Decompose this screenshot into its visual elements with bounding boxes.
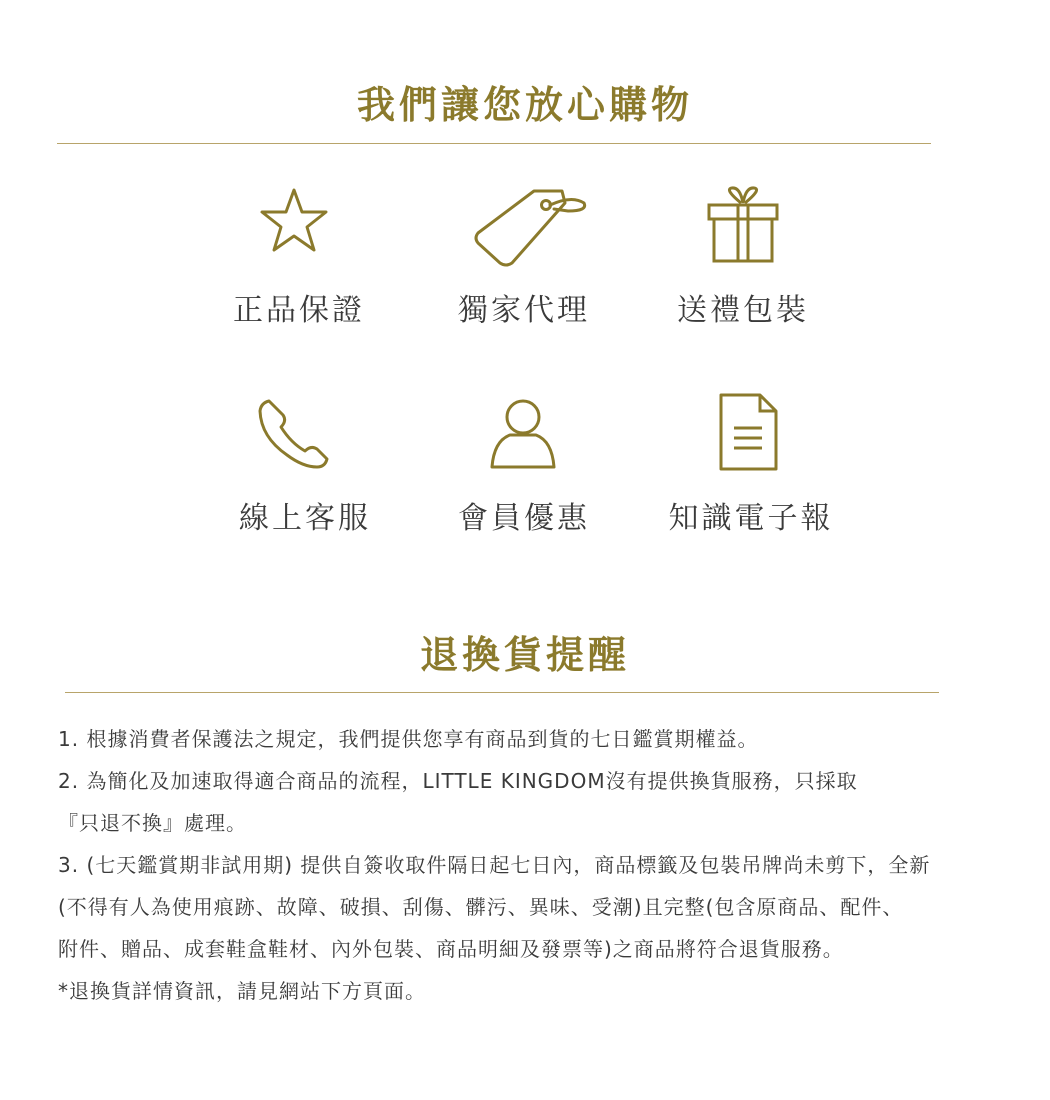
section-title-returns: 退換貨提醒 [419,633,630,677]
feature-newsletter [651,392,851,536]
star-icon [259,187,329,257]
feature-label: 送禮包裝 [677,293,809,328]
tag-icon [472,185,592,273]
policy-line: 3. (七天鑑賞期非試用期) 提供自簽收取件隔日起七日內，商品標籤及包裝吊牌尚未剪下，全新 [58,853,931,877]
feature-label: 線上客服 [239,501,371,536]
policy-line: 1. 根據消費者保護法之規定，我們提供您享有商品到貨的七日鑑賞期權益。 [58,727,759,751]
divider [57,143,931,144]
policy-line: 2. 為簡化及加速取得適合商品的流程，LITTLE KINGDOM沒有提供換貨服務，只採取 [58,769,858,793]
person-icon [488,397,558,475]
feature-label: 獨家代理 [458,293,590,328]
gift-icon [706,185,780,269]
phone-icon [255,397,335,475]
feature-label: 正品保證 [233,293,365,328]
divider [65,692,939,693]
policy-line: 『只退不換』處理。 [58,811,247,835]
policy-line: 附件、贈品、成套鞋盒鞋材、內外包裝、商品明細及發票等)之商品將符合退貨服務。 [58,937,844,961]
feature-customer-service [205,395,405,535]
feature-label: 知識電子報 [668,501,834,536]
feature-label: 會員優惠 [458,501,590,536]
feature-member-discount [424,395,624,535]
section-title-shopping: 我們讓您放心購物 [356,83,693,127]
policy-line: *退換貨詳情資訊，請見網站下方頁面。 [58,979,426,1003]
document-icon [718,392,780,476]
feature-genuine [199,185,399,328]
feature-gift-wrap [643,185,843,328]
policy-line: (不得有人為使用痕跡、故障、破損、刮傷、髒污、異味、受潮)且完整(包含原商品、配件、 [58,895,904,919]
return-policy-notes [58,718,1033,1012]
feature-exclusive [424,185,624,328]
